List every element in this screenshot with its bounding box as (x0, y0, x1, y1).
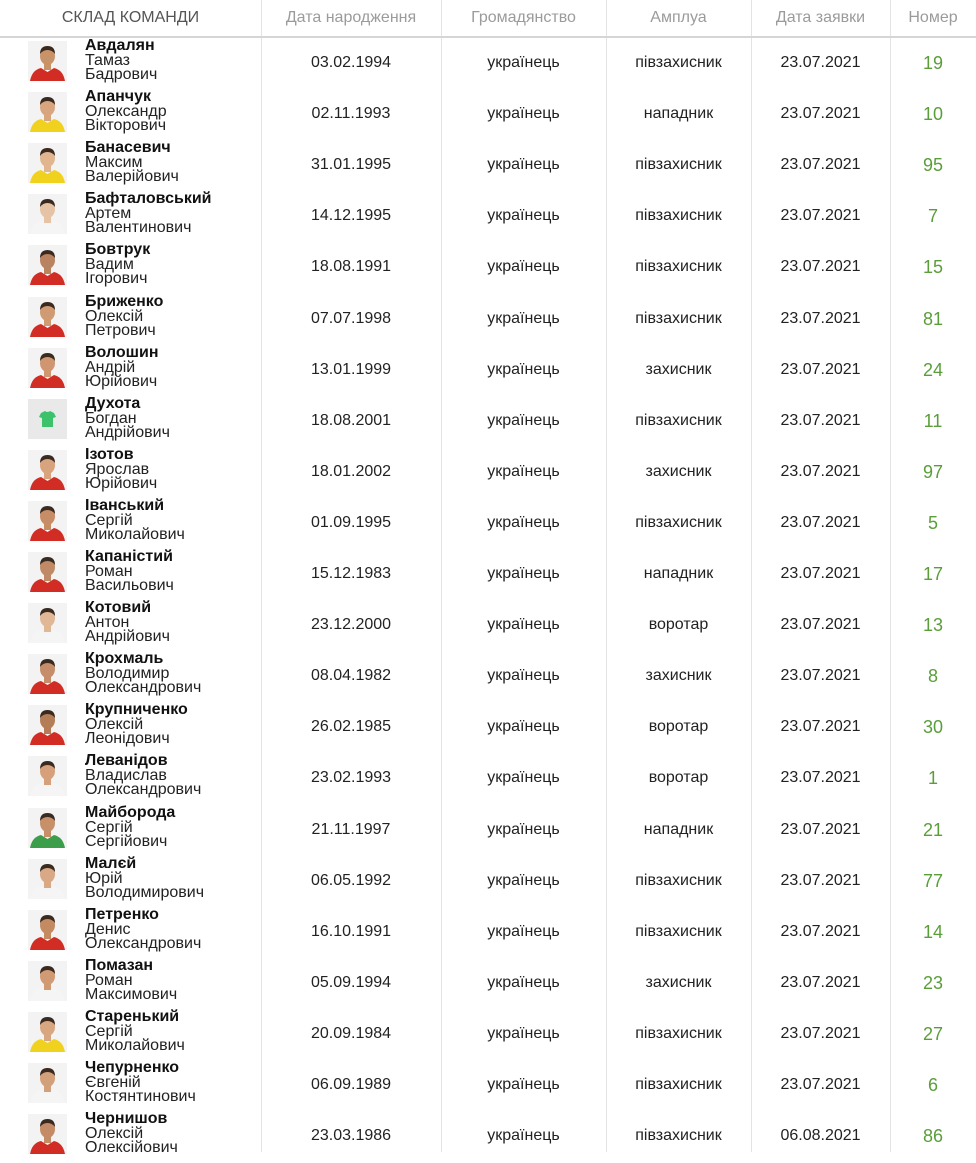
application-date-cell: 23.07.2021 (780, 871, 861, 889)
birth-date-cell: 23.12.2000 (310, 616, 392, 634)
table-row[interactable] (0, 650, 976, 701)
player-surname: Крупниченко (85, 701, 188, 719)
player-photo (28, 92, 67, 132)
player-photo (28, 348, 67, 388)
citizenship-cell: українець (487, 565, 560, 582)
citizenship-cell: українець (487, 105, 560, 123)
position-cell: захисник (645, 462, 712, 480)
position-cell: півзахисник (635, 1127, 722, 1145)
jersey-number: 13 (922, 615, 944, 636)
header-citizenship[interactable]: Громадянство (471, 9, 576, 26)
player-photo (28, 859, 67, 899)
birth-date-cell: 18.08.2001 (310, 411, 392, 429)
jersey-number: 5 (927, 512, 938, 533)
player-given-name: Олексій (85, 307, 144, 325)
header-birth-date[interactable]: Дата народження (285, 9, 417, 26)
player-surname: Чепурненко (85, 1059, 180, 1076)
citizenship-cell: українець (487, 156, 560, 174)
application-date-cell: 23.07.2021 (780, 54, 861, 71)
player-patronymic: Костянтинович (85, 1088, 196, 1105)
table-row[interactable] (0, 139, 976, 190)
header-squad: СКЛАД КОМАНДИ (61, 9, 200, 26)
position-cell: воротар (648, 769, 709, 787)
citizenship-cell: українець (487, 769, 560, 787)
application-date-cell: 23.07.2021 (780, 156, 861, 174)
player-patronymic: Сергійович (85, 832, 168, 850)
player-given-name: Володимир (85, 665, 170, 683)
player-name[interactable] (85, 1059, 261, 1103)
player-name[interactable] (85, 1110, 261, 1157)
player-photo (28, 654, 67, 694)
birth-date-cell: 31.01.1995 (310, 156, 392, 174)
player-given-name: Сергій (85, 818, 133, 836)
player-photo (28, 297, 67, 337)
birth-date-cell: 07.07.1998 (310, 309, 392, 327)
birth-date-cell: 16.10.1991 (310, 922, 392, 940)
player-surname: Банасевич (85, 139, 171, 157)
player-name[interactable] (85, 241, 261, 288)
table-row[interactable] (0, 957, 976, 1008)
player-photo (28, 808, 67, 848)
jersey-number: 95 (922, 155, 944, 176)
jersey-number: 17 (922, 564, 944, 584)
position-cell: півзахисник (635, 513, 722, 531)
player-photo (28, 552, 67, 592)
player-surname: Волошин (85, 343, 159, 361)
player-given-name: Юрій (85, 869, 123, 887)
player-patronymic: Валентинович (85, 219, 192, 237)
jersey-number: 97 (922, 461, 944, 482)
player-patronymic: Леонідович (85, 730, 170, 748)
player-given-name: Олексій (85, 716, 144, 734)
position-cell: воротар (648, 718, 709, 736)
player-given-name: Сергій (85, 511, 133, 529)
birth-date-cell: 05.09.1994 (310, 973, 392, 991)
player-surname: Петренко (85, 905, 159, 923)
birth-date-cell: 18.01.2002 (310, 462, 392, 480)
application-date-cell: 23.07.2021 (780, 309, 861, 327)
position-cell: захисник (645, 667, 712, 685)
table-row[interactable] (0, 548, 976, 599)
table-row[interactable] (0, 701, 976, 752)
player-surname: Котовий (85, 599, 152, 617)
table-row[interactable] (0, 752, 976, 803)
player-name[interactable] (85, 293, 261, 337)
birth-date-cell: 01.09.1995 (310, 513, 392, 531)
player-patronymic: Володимирович (85, 883, 205, 901)
player-given-name: Богдан (85, 409, 137, 427)
citizenship-cell: українець (487, 820, 560, 838)
birth-date-cell: 03.02.1994 (310, 54, 392, 71)
player-patronymic: Валерійович (85, 168, 179, 186)
citizenship-cell: українець (487, 871, 560, 889)
player-given-name: Ярослав (85, 460, 150, 478)
citizenship-cell: українець (487, 1024, 560, 1042)
player-name[interactable] (85, 190, 261, 237)
position-cell: півзахисник (635, 207, 722, 225)
player-photo (28, 603, 67, 643)
birth-date-cell: 23.02.1993 (310, 769, 392, 787)
application-date-cell: 23.07.2021 (780, 1076, 861, 1093)
application-date-cell: 23.07.2021 (780, 360, 861, 378)
birth-date-cell: 15.12.1983 (310, 565, 392, 582)
header-number[interactable]: Номер (908, 9, 958, 26)
player-surname: Майборода (85, 803, 176, 821)
player-patronymic: Миколайович (85, 525, 185, 543)
player-surname: Іванський (85, 496, 165, 514)
player-name[interactable] (85, 701, 261, 748)
table-row[interactable] (0, 37, 976, 88)
application-date-cell: 23.07.2021 (780, 565, 861, 582)
jersey-number: 10 (922, 104, 944, 125)
application-date-cell: 23.07.2021 (780, 1024, 861, 1042)
player-name[interactable] (85, 88, 261, 135)
player-patronymic: Андрійович (85, 423, 170, 441)
citizenship-cell: українець (487, 1076, 560, 1093)
player-name[interactable] (85, 752, 261, 799)
player-name[interactable] (85, 599, 261, 646)
citizenship-cell: українець (487, 922, 560, 940)
jersey-number: 21 (922, 819, 944, 840)
player-given-name: Андрій (85, 358, 136, 376)
citizenship-cell: українець (487, 258, 560, 276)
jersey-number: 23 (922, 972, 944, 993)
player-given-name: Сергій (85, 1022, 133, 1040)
player-patronymic: Олексійович (85, 1139, 178, 1157)
player-name[interactable] (85, 139, 261, 186)
player-surname: Помазан (85, 956, 154, 974)
player-photo (28, 1114, 67, 1154)
position-cell: півзахисник (635, 258, 722, 276)
jersey-number: 77 (922, 870, 944, 891)
player-patronymic: Васильович (85, 577, 174, 594)
table-row[interactable] (0, 1110, 976, 1161)
player-photo (28, 245, 67, 285)
player-given-name: Євгеній (85, 1074, 141, 1091)
player-name[interactable] (85, 804, 261, 848)
birth-date-cell: 18.08.1991 (310, 258, 392, 276)
player-name[interactable] (85, 497, 261, 541)
jersey-number: 24 (922, 359, 944, 380)
player-patronymic: Бадрович (85, 66, 158, 83)
application-date-cell: 23.07.2021 (780, 258, 861, 276)
table-row[interactable] (0, 190, 976, 241)
player-given-name: Тамаз (85, 52, 131, 69)
jersey-number: 30 (922, 717, 944, 738)
application-date-cell: 23.07.2021 (780, 462, 861, 480)
player-name[interactable] (85, 650, 261, 697)
birth-date-cell: 21.11.1997 (311, 820, 391, 838)
player-surname: Бовтрук (85, 241, 151, 259)
player-surname: Ізотов (85, 445, 134, 463)
citizenship-cell: українець (487, 1127, 560, 1145)
jersey-number: 6 (927, 1075, 938, 1095)
player-photo (28, 910, 67, 950)
player-photo (28, 756, 67, 796)
player-name[interactable] (85, 1008, 261, 1052)
player-patronymic: Максимович (85, 985, 178, 1003)
player-patronymic: Петрович (85, 321, 156, 339)
table-row[interactable] (0, 1059, 976, 1110)
citizenship-cell: українець (487, 667, 560, 685)
player-patronymic: Олександрович (85, 679, 202, 697)
player-name[interactable] (85, 344, 261, 388)
player-surname: Авдалян (85, 37, 155, 54)
citizenship-cell: українець (487, 309, 560, 327)
jersey-number: 15 (922, 257, 944, 278)
jersey-number: 1 (927, 768, 938, 789)
position-cell: нападник (643, 565, 714, 582)
player-surname: Крохмаль (85, 650, 164, 668)
citizenship-cell: українець (487, 411, 560, 429)
position-cell: півзахисник (635, 922, 722, 940)
citizenship-cell: українець (487, 513, 560, 531)
citizenship-cell: українець (487, 973, 560, 991)
player-given-name: Антон (85, 614, 130, 632)
player-surname: Капаністий (85, 548, 173, 565)
header-position[interactable]: Амплуа (650, 9, 707, 26)
birth-date-cell: 08.04.1982 (310, 667, 392, 685)
application-date-cell: 23.07.2021 (780, 922, 861, 940)
position-cell: захисник (645, 973, 712, 991)
application-date-cell: 23.07.2021 (780, 513, 861, 531)
player-given-name: Артем (85, 205, 132, 223)
position-cell: півзахисник (635, 54, 722, 71)
player-name[interactable] (85, 446, 261, 490)
jersey-number: 7 (927, 206, 938, 227)
application-date-cell: 23.07.2021 (780, 769, 861, 787)
table-row[interactable] (0, 293, 976, 344)
citizenship-cell: українець (487, 54, 560, 71)
player-patronymic: Миколайович (85, 1036, 185, 1054)
player-patronymic: Вікторович (85, 117, 167, 135)
player-surname: Малєй (85, 854, 137, 872)
table-row[interactable] (0, 804, 976, 855)
player-patronymic: Андрійович (85, 628, 170, 646)
application-date-cell: 23.07.2021 (780, 667, 861, 685)
application-date-cell: 23.07.2021 (780, 616, 861, 634)
position-cell: півзахисник (635, 156, 722, 174)
player-photo (28, 705, 67, 745)
table-row[interactable] (0, 344, 976, 395)
player-surname: Леванідов (85, 752, 168, 770)
player-name[interactable] (85, 855, 261, 899)
jersey-number: 86 (922, 1126, 944, 1147)
position-cell: нападник (643, 105, 714, 123)
player-given-name: Вадим (85, 256, 134, 274)
player-photo (28, 143, 67, 183)
application-date-cell: 23.07.2021 (780, 820, 861, 838)
birth-date-cell: 02.11.1993 (311, 105, 391, 123)
position-cell: півзахисник (635, 309, 722, 327)
table-row[interactable] (0, 446, 976, 497)
table-row[interactable] (0, 88, 976, 139)
table-row[interactable] (0, 599, 976, 650)
player-patronymic: Юрійович (85, 474, 158, 492)
player-patronymic: Олександрович (85, 781, 202, 799)
position-cell: півзахисник (635, 1024, 722, 1042)
player-photo (28, 1012, 67, 1052)
birth-date-cell: 26.02.1985 (310, 718, 392, 736)
citizenship-cell: українець (487, 207, 560, 225)
table-row[interactable] (0, 906, 976, 957)
position-cell: захисник (645, 360, 712, 378)
player-photo (28, 450, 67, 490)
player-given-name: Максим (85, 154, 143, 172)
player-name[interactable] (85, 906, 261, 950)
citizenship-cell: українець (487, 462, 560, 480)
player-surname: Старенький (85, 1007, 180, 1025)
player-given-name: Олександр (85, 103, 167, 121)
table-header (0, 0, 976, 38)
table-row[interactable] (0, 1008, 976, 1059)
application-date-cell: 06.08.2021 (780, 1127, 861, 1145)
jersey-number: 8 (927, 666, 938, 687)
birth-date-cell: 06.09.1989 (310, 1076, 392, 1093)
birth-date-cell: 20.09.1984 (310, 1024, 392, 1042)
player-photo (28, 194, 67, 234)
table-row[interactable] (0, 395, 976, 446)
birth-date-cell: 23.03.1986 (310, 1127, 392, 1145)
position-cell: воротар (648, 616, 709, 634)
application-date-cell: 23.07.2021 (780, 105, 861, 123)
player-given-name: Роман (85, 563, 133, 580)
player-given-name: Владислав (85, 767, 167, 785)
player-given-name: Роман (85, 971, 133, 989)
birth-date-cell: 13.01.1999 (310, 360, 392, 378)
player-patronymic: Олександрович (85, 934, 202, 952)
jersey-number: 19 (922, 53, 944, 73)
citizenship-cell: українець (487, 360, 560, 378)
player-patronymic: Юрійович (85, 372, 158, 390)
jersey-number: 81 (922, 308, 944, 329)
table-row[interactable] (0, 241, 976, 292)
birth-date-cell: 06.05.1992 (310, 871, 392, 889)
application-date-cell: 23.07.2021 (780, 207, 861, 225)
birth-date-cell: 14.12.1995 (310, 207, 392, 225)
player-photo (28, 961, 67, 1001)
player-given-name: Олексій (85, 1125, 144, 1143)
player-patronymic: Ігорович (85, 270, 148, 288)
player-surname: Бафталовський (85, 190, 212, 208)
player-photo (28, 41, 67, 81)
application-date-cell: 23.07.2021 (780, 718, 861, 736)
jersey-number: 11 (923, 410, 943, 431)
player-surname: Чернишов (85, 1110, 168, 1128)
jersey-number: 27 (922, 1023, 944, 1044)
player-name[interactable] (85, 37, 261, 81)
player-surname: Апанчук (85, 88, 151, 106)
player-name[interactable] (85, 548, 261, 592)
position-cell: півзахисник (635, 411, 722, 429)
application-date-cell: 23.07.2021 (780, 973, 861, 991)
player-name[interactable] (85, 395, 261, 439)
table-row[interactable] (0, 497, 976, 548)
position-cell: півзахисник (635, 871, 722, 889)
shirt-placeholder-icon (28, 399, 67, 439)
citizenship-cell: українець (487, 718, 560, 736)
player-surname: Духота (85, 394, 141, 412)
player-given-name: Денис (85, 920, 131, 938)
player-photo (28, 501, 67, 541)
position-cell: нападник (643, 820, 714, 838)
header-application-date[interactable]: Дата заявки (775, 9, 866, 26)
player-surname: Бриженко (85, 292, 164, 310)
player-name[interactable] (85, 957, 261, 1001)
application-date-cell: 23.07.2021 (780, 411, 861, 429)
position-cell: півзахисник (635, 1076, 722, 1093)
citizenship-cell: українець (487, 616, 560, 634)
player-photo (28, 1063, 67, 1103)
table-row[interactable] (0, 855, 976, 906)
jersey-number: 14 (922, 921, 944, 942)
